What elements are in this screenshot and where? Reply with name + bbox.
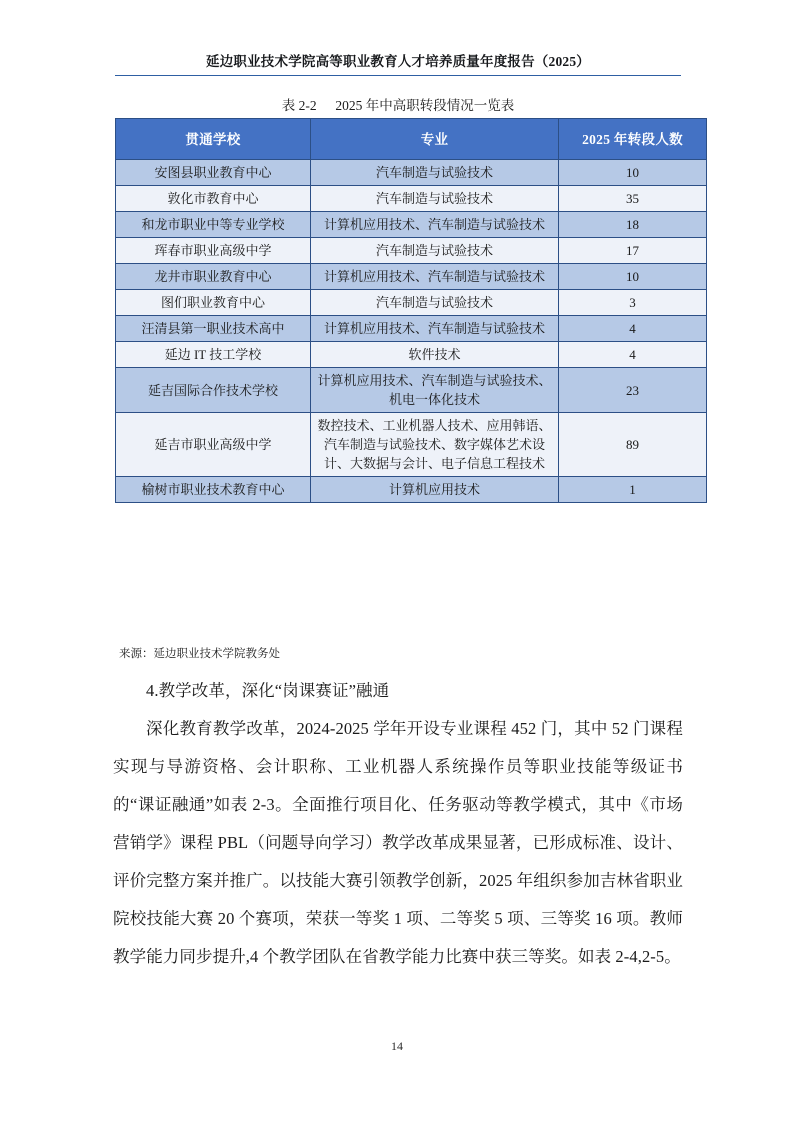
column-header-major: 专业 xyxy=(311,119,559,160)
cell-major: 数控技术、工业机器人技术、应用韩语、汽车制造与试验技术、数字媒体艺术设计、大数据与会计、电子信息工程技术 xyxy=(311,413,559,477)
cell-school: 和龙市职业中等专业学校 xyxy=(116,212,311,238)
table-header-row xyxy=(116,119,707,160)
cell-major: 计算机应用技术、汽车制造与试验技术 xyxy=(311,316,559,342)
cell-count: 1 xyxy=(559,477,707,503)
cell-count: 17 xyxy=(559,238,707,264)
cell-school: 安图县职业教育中心 xyxy=(116,160,311,186)
transfer-statistics-table xyxy=(115,118,707,503)
table-caption xyxy=(115,96,681,116)
cell-major: 汽车制造与试验技术 xyxy=(311,160,559,186)
body-content xyxy=(113,672,683,976)
table-row xyxy=(116,264,707,290)
section-heading-4: 4.教学改革，深化“岗课赛证”融通 xyxy=(146,681,390,700)
cell-count: 10 xyxy=(559,160,707,186)
cell-major: 计算机应用技术、汽车制造与试验技术 xyxy=(311,212,559,238)
cell-school: 龙井市职业教育中心 xyxy=(116,264,311,290)
page-number: 14 xyxy=(391,1039,403,1053)
header-divider-rule xyxy=(115,75,681,76)
cell-major: 计算机应用技术、汽车制造与试验技术 xyxy=(311,264,559,290)
cell-count: 35 xyxy=(559,186,707,212)
cell-school: 汪清县第一职业技术高中 xyxy=(116,316,311,342)
column-header-count: 2025 年转段人数 xyxy=(559,119,707,160)
cell-major: 计算机应用技术、汽车制造与试验技术、机电一体化技术 xyxy=(311,368,559,413)
cell-count: 23 xyxy=(559,368,707,413)
cell-count: 18 xyxy=(559,212,707,238)
cell-school: 延边 IT 技工学校 xyxy=(116,342,311,368)
cell-school: 图们职业教育中心 xyxy=(116,290,311,316)
report-title: 延边职业技术学院高等职业教育人才培养质量年度报告（2025） xyxy=(206,54,590,69)
table-row xyxy=(116,342,707,368)
cell-major: 汽车制造与试验技术 xyxy=(311,238,559,264)
cell-school: 敦化市教育中心 xyxy=(116,186,311,212)
cell-count: 89 xyxy=(559,413,707,477)
table-head xyxy=(116,119,707,160)
table-source-note: 来源：延边职业技术学院教务处 xyxy=(119,648,280,660)
cell-school: 延吉国际合作技术学校 xyxy=(116,368,311,413)
cell-major: 软件技术 xyxy=(311,342,559,368)
body-paragraph-1: 深化教育教学改革，2024-2025 学年开设专业课程 452 门，其中 52 门课程实现与导游资格、会计职称、工业机器人系统操作员等职业技能等级证书的“课证融通”如表 2-3。全面推行项目化、任务驱动等教学模式，其中《市场营销学》课程 PBL（问题导向学习）教学改革成果显著，已形成标准、设计、评价完整方案并推广。以技能大赛引领教学创新，2025 年组织参加吉林省职业院校技能大赛 20 个赛项，荣获一等奖 1 项、二等奖 5 项、三等奖 16 项。教师教学能力同步提升,4 个教学团队在省教学能力比赛中获三等奖。如表 2-4,2-5。 xyxy=(113,719,683,966)
cell-school: 榆树市职业技术教育中心 xyxy=(116,477,311,503)
cell-major: 计算机应用技术 xyxy=(311,477,559,503)
cell-count: 4 xyxy=(559,342,707,368)
table-row xyxy=(116,316,707,342)
page-running-header xyxy=(115,52,681,76)
table-row xyxy=(116,477,707,503)
cell-count: 4 xyxy=(559,316,707,342)
table-row xyxy=(116,368,707,413)
cell-count: 3 xyxy=(559,290,707,316)
cell-school: 延吉市职业高级中学 xyxy=(116,413,311,477)
table-row xyxy=(116,238,707,264)
table-caption-label: 表 2-2 xyxy=(281,98,317,113)
table-caption-title: 2025 年中高职转段情况一览表 xyxy=(335,98,515,113)
table-row xyxy=(116,290,707,316)
table-row xyxy=(116,212,707,238)
table-row xyxy=(116,160,707,186)
cell-school: 珲春市职业高级中学 xyxy=(116,238,311,264)
cell-major: 汽车制造与试验技术 xyxy=(311,290,559,316)
cell-major: 汽车制造与试验技术 xyxy=(311,186,559,212)
transfer-statistics-table-wrapper xyxy=(115,118,681,503)
table-body xyxy=(116,160,707,503)
column-header-school: 贯通学校 xyxy=(116,119,311,160)
table-row xyxy=(116,186,707,212)
cell-count: 10 xyxy=(559,264,707,290)
table-row xyxy=(116,413,707,477)
